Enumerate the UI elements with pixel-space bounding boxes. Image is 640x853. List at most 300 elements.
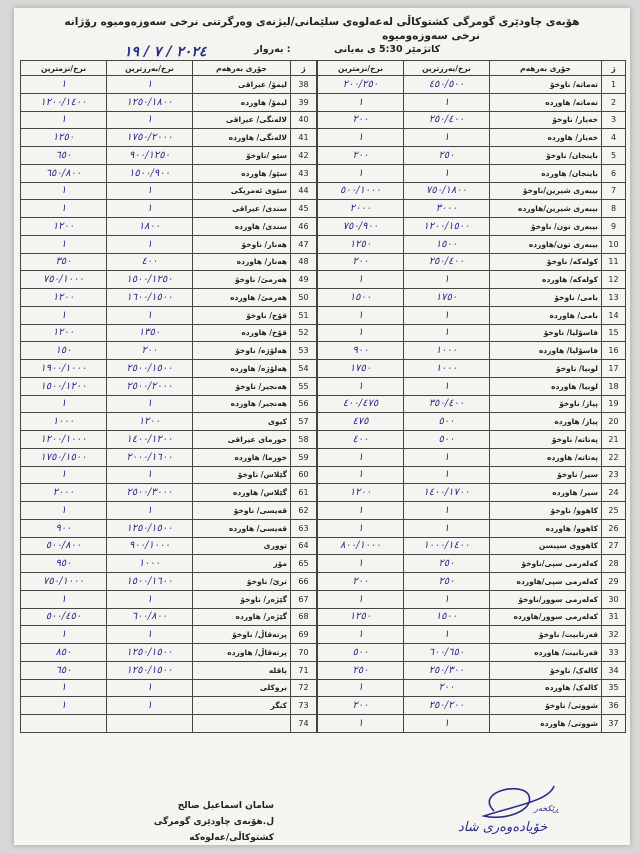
table-row xyxy=(318,555,626,573)
product-name-cell: هەنجیر/ هاوردە xyxy=(193,395,291,413)
high-price-cell: ١٦٠٠/١٥٠٠ xyxy=(107,289,193,307)
table-row xyxy=(21,679,317,697)
high-price-cell: ١٢٥٠/١٨٠٠ xyxy=(107,93,193,111)
sheet-meta xyxy=(14,42,630,58)
row-number-cell: 19 xyxy=(602,395,626,413)
high-price-cell: ٢٥٠٠/١٥٠٠ xyxy=(107,360,193,378)
table-row xyxy=(21,182,317,200)
low-price-cell: ٢٥٠ xyxy=(318,661,404,679)
row-number-cell: 43 xyxy=(291,164,317,182)
low-price-cell: ٧٥٠/١٠٠٠ xyxy=(21,573,107,591)
low-price-cell: ١ xyxy=(318,129,404,147)
high-price-cell: ٦٠٠/٨٠٠ xyxy=(107,608,193,626)
table-row xyxy=(21,555,317,573)
product-name-cell: پاقلە xyxy=(193,661,291,679)
table-row xyxy=(318,324,626,342)
table-row xyxy=(21,448,317,466)
product-name-cell: قەرنابیت/ ناوخۆ xyxy=(490,626,602,644)
low-price-cell: ١ xyxy=(21,76,107,94)
low-price-cell: ١ xyxy=(318,271,404,289)
product-name-cell: لوبیا/ هاوردە xyxy=(490,377,602,395)
row-number-cell: 65 xyxy=(291,555,317,573)
row-number-cell: 39 xyxy=(291,93,317,111)
row-number-cell: 50 xyxy=(291,289,317,307)
row-number-cell: 37 xyxy=(602,715,626,733)
product-name-cell: کەلەرمی سوور/هاوردە xyxy=(490,608,602,626)
product-name-cell: سێو /ناوخۆ xyxy=(193,147,291,165)
high-price-cell xyxy=(107,715,193,733)
low-price-cell: ٣٥٠ xyxy=(21,253,107,271)
row-number-cell: 33 xyxy=(602,644,626,662)
product-name-cell: مۆز xyxy=(193,555,291,573)
low-price-cell: ١ xyxy=(318,377,404,395)
table-row xyxy=(318,235,626,253)
product-name-cell: کولەکە/ هاوردە xyxy=(490,271,602,289)
table-row xyxy=(318,519,626,537)
low-price-cell: ١٢٥٠ xyxy=(318,235,404,253)
low-price-cell: ١ xyxy=(21,590,107,608)
table-row xyxy=(21,93,317,111)
high-price-cell: ١ xyxy=(107,200,193,218)
product-name-cell: کاهوو/ ناوخۆ xyxy=(490,502,602,520)
low-price-cell: ١ xyxy=(318,715,404,733)
row-number-cell: 30 xyxy=(602,590,626,608)
row-number-cell: 67 xyxy=(291,590,317,608)
high-price-cell: ١ xyxy=(404,626,490,644)
high-price-cell: ١٥٠٠ xyxy=(404,235,490,253)
high-price-cell: ١ xyxy=(404,93,490,111)
sheet-title: هۆبەی چاودێری گومرگی کشتوکاڵی لەعەلوەی سلێمانی/لیژنەی وەرگرتنی نرخی سەوزەومیوە رۆژانە xyxy=(64,16,580,28)
table-row xyxy=(21,431,317,449)
product-name-cell: کنگر xyxy=(193,697,291,715)
low-price-cell: ٤٠٠/٤٧٥ xyxy=(318,395,404,413)
low-price-cell: ٩٠٠ xyxy=(318,342,404,360)
low-price-cell: ١ xyxy=(318,502,404,520)
table-row xyxy=(21,271,317,289)
product-name-cell: لالەنگی/ هاوردە xyxy=(193,129,291,147)
row-number-cell: 36 xyxy=(602,697,626,715)
high-price-cell: ١٤٠٠/١٢٠٠ xyxy=(107,431,193,449)
row-number-cell: 27 xyxy=(602,537,626,555)
low-price-cell: ٢٠٠ xyxy=(318,573,404,591)
row-number-cell: 46 xyxy=(291,218,317,236)
high-price-cell: ١ xyxy=(107,626,193,644)
product-name-cell: فاسۆلیا/ ناوخۆ xyxy=(490,324,602,342)
product-name-cell: گێلاس/ ناوخۆ xyxy=(193,466,291,484)
table-row xyxy=(21,360,317,378)
table-row xyxy=(318,484,626,502)
low-price-cell: ١ xyxy=(21,626,107,644)
table-row xyxy=(318,590,626,608)
low-price-cell: ٥٠٠/٨٠٠ xyxy=(21,537,107,555)
high-price-cell: ١ xyxy=(404,590,490,608)
product-name-cell: تەماتە/ ناوخۆ xyxy=(490,76,602,94)
row-number-cell: 35 xyxy=(602,679,626,697)
low-price-cell: ١ xyxy=(318,164,404,182)
row-number-cell: 14 xyxy=(602,306,626,324)
row-number-cell: 64 xyxy=(291,537,317,555)
product-name-cell: قۆخ/ ناوخۆ xyxy=(193,306,291,324)
product-name-cell: قۆخ/ هاوردە xyxy=(193,324,291,342)
table-row xyxy=(21,129,317,147)
high-price-cell: ١ xyxy=(404,448,490,466)
high-price-cell: ١٥٠٠/٩٠٠ xyxy=(107,164,193,182)
table-row xyxy=(318,679,626,697)
table-row xyxy=(21,218,317,236)
row-number-cell: 44 xyxy=(291,182,317,200)
low-price-cell: ١٢٥٠ xyxy=(318,608,404,626)
product-name-cell: لالەنگی/ عیراقی xyxy=(193,111,291,129)
product-name-cell: هەلۆژە/ هاوردە xyxy=(193,360,291,378)
product-name-cell: قەیسی/ هاوردە xyxy=(193,519,291,537)
table-row xyxy=(21,111,317,129)
high-price-cell: ٤٥٠/٥٠٠ xyxy=(404,76,490,94)
table-row xyxy=(318,608,626,626)
product-name-cell: خورما/ هاوردە xyxy=(193,448,291,466)
product-name-cell: لیمۆ/ هاوردە xyxy=(193,93,291,111)
right-table-body xyxy=(318,76,626,733)
high-price-cell: ١٣٥٠ xyxy=(107,324,193,342)
product-name-cell: کەلەرمی سوور/ناوخۆ xyxy=(490,590,602,608)
product-name-cell: قەرنابیت/ هاوردە xyxy=(490,644,602,662)
row-number-cell: 47 xyxy=(291,235,317,253)
product-name-cell: خورمای عیراقی xyxy=(193,431,291,449)
product-name-cell: پرتەقاڵ/ هاوردە xyxy=(193,644,291,662)
product-name-cell: سندی/ هاوردە xyxy=(193,218,291,236)
high-price-cell: ١٥٠٠/١٦٠٠ xyxy=(107,573,193,591)
product-name-cell: خەیار/ هاوردە xyxy=(490,129,602,147)
low-price-cell: ١ xyxy=(21,111,107,129)
product-name-cell: گێژەر/ ناوخۆ xyxy=(193,590,291,608)
high-price-cell: ١ xyxy=(107,182,193,200)
row-number-cell: 42 xyxy=(291,147,317,165)
row-number-cell: 52 xyxy=(291,324,317,342)
low-price-cell: ١ xyxy=(318,519,404,537)
low-price-cell: ١٢٠٠ xyxy=(318,484,404,502)
table-row xyxy=(318,76,626,94)
product-name-cell: بیبەری شیرین/هاوردە xyxy=(490,200,602,218)
low-price-cell: ١٢٠٠/١٠٠٠ xyxy=(21,431,107,449)
high-price-cell: ١ xyxy=(404,271,490,289)
table-row xyxy=(318,715,626,733)
table-row xyxy=(318,253,626,271)
table-row xyxy=(318,164,626,182)
product-name-cell: خەیار/ ناوخۆ xyxy=(490,111,602,129)
high-price-cell: ١ xyxy=(107,697,193,715)
product-name-cell: هەنجیر/ ناوخۆ xyxy=(193,377,291,395)
table-row xyxy=(318,129,626,147)
row-number-cell: 60 xyxy=(291,466,317,484)
col-high-header: نرخ/بەرزترین xyxy=(404,61,490,76)
row-number-cell: 38 xyxy=(291,76,317,94)
table-row xyxy=(21,164,317,182)
row-number-cell: 25 xyxy=(602,502,626,520)
time-label: کاتژمێر 5:30 ی بەیانی xyxy=(334,44,441,55)
row-number-cell: 66 xyxy=(291,573,317,591)
table-row xyxy=(21,590,317,608)
product-name-cell: کولەکە/ ناوخۆ xyxy=(490,253,602,271)
row-number-cell: 69 xyxy=(291,626,317,644)
col-num-header: ژ xyxy=(602,61,626,76)
low-price-cell: ١٥٠٠ xyxy=(318,289,404,307)
high-price-cell: ١٧٥٠/٢٠٠٠ xyxy=(107,129,193,147)
row-number-cell: 9 xyxy=(602,218,626,236)
row-number-cell: 55 xyxy=(291,377,317,395)
product-name-cell: بامی/ ناوخۆ xyxy=(490,289,602,307)
product-name-cell: بیبەری تون/هاوردە xyxy=(490,235,602,253)
row-number-cell: 41 xyxy=(291,129,317,147)
row-number-cell: 10 xyxy=(602,235,626,253)
high-price-cell: ٢٥٠٠/٢٠٠٠ xyxy=(107,377,193,395)
price-table-left xyxy=(20,60,317,733)
product-name-cell: سێوی ئەمریکی xyxy=(193,182,291,200)
high-price-cell: ٣٠٠٠ xyxy=(404,200,490,218)
price-table-right xyxy=(317,60,626,733)
high-price-cell: ١ xyxy=(107,235,193,253)
low-price-cell: ١٧٥٠/١٥٠٠ xyxy=(21,448,107,466)
table-row xyxy=(21,573,317,591)
high-price-cell: ١ xyxy=(404,715,490,733)
table-row xyxy=(21,697,317,715)
table-row xyxy=(21,519,317,537)
table-row xyxy=(21,715,317,733)
row-number-cell: 62 xyxy=(291,502,317,520)
row-number-cell: 2 xyxy=(602,93,626,111)
product-name-cell: هەنار/ هاوردە xyxy=(193,253,291,271)
low-price-cell: ٢٠٠/٢٥٠ xyxy=(318,76,404,94)
row-number-cell: 23 xyxy=(602,466,626,484)
table-row xyxy=(318,413,626,431)
low-price-cell: ١ xyxy=(21,235,107,253)
product-name-cell: شووتی/ هاوردە xyxy=(490,715,602,733)
product-name-cell: پیاز/ هاوردە xyxy=(490,413,602,431)
row-number-cell: 56 xyxy=(291,395,317,413)
table-row xyxy=(318,306,626,324)
high-price-cell: ١ xyxy=(404,306,490,324)
low-price-cell: ١ xyxy=(318,679,404,697)
row-number-cell: 24 xyxy=(602,484,626,502)
high-price-cell: ٢٥٠ xyxy=(404,147,490,165)
table-row xyxy=(21,466,317,484)
low-price-cell: ٢٠٠ xyxy=(318,697,404,715)
low-price-cell: ١٢٠٠ xyxy=(21,218,107,236)
high-price-cell: ٣٥٠/٤٠٠ xyxy=(404,395,490,413)
row-number-cell: 32 xyxy=(602,626,626,644)
high-price-cell: ١ xyxy=(107,76,193,94)
high-price-cell: ١٧٥٠ xyxy=(404,289,490,307)
table-row xyxy=(318,271,626,289)
table-row xyxy=(318,200,626,218)
date-value: ٢٠٢٤ / ٧ / ١٩ xyxy=(124,44,207,60)
table-row xyxy=(318,431,626,449)
row-number-cell: 48 xyxy=(291,253,317,271)
table-row xyxy=(21,147,317,165)
table-row xyxy=(21,661,317,679)
left-table-body xyxy=(21,76,317,733)
product-name-cell: شووتی/ ناوخۆ xyxy=(490,697,602,715)
row-number-cell: 17 xyxy=(602,360,626,378)
row-number-cell: 29 xyxy=(602,573,626,591)
high-price-cell: ١ xyxy=(107,466,193,484)
low-price-cell: ٢٠٠ xyxy=(318,147,404,165)
low-price-cell: ١ xyxy=(318,306,404,324)
high-price-cell: ١٢٥٠/١٥٠٠ xyxy=(107,519,193,537)
row-number-cell: 49 xyxy=(291,271,317,289)
high-price-cell: ٢٠٠ xyxy=(107,342,193,360)
product-name-cell: کاهوو/ هاوردە xyxy=(490,519,602,537)
row-number-cell: 4 xyxy=(602,129,626,147)
table-row xyxy=(318,448,626,466)
product-name-cell xyxy=(193,715,291,733)
table-row xyxy=(21,306,317,324)
product-name-cell: کیوی xyxy=(193,413,291,431)
high-price-cell: ١ xyxy=(107,590,193,608)
row-number-cell: 57 xyxy=(291,413,317,431)
high-price-cell: ٩٠٠/١٠٠٠ xyxy=(107,537,193,555)
product-name-cell: کەلەرمی سپی/ناوخۆ xyxy=(490,555,602,573)
table-row xyxy=(21,377,317,395)
high-price-cell: ١٢٥٠/١٥٠٠ xyxy=(107,644,193,662)
product-name-cell: باینجان/ هاوردە xyxy=(490,164,602,182)
low-price-cell: ٦٥٠ xyxy=(21,147,107,165)
product-name-cell: لیمۆ/ عیراقی xyxy=(193,76,291,94)
product-name-cell: سیر/ هاوردە xyxy=(490,484,602,502)
table-row xyxy=(21,537,317,555)
table-row xyxy=(21,484,317,502)
high-price-cell: ٢٥٠/٣٠٠ xyxy=(404,661,490,679)
table-row xyxy=(318,466,626,484)
table-row xyxy=(318,661,626,679)
table-row xyxy=(318,644,626,662)
high-price-cell: ٥٠٠ xyxy=(404,413,490,431)
table-row xyxy=(21,644,317,662)
low-price-cell xyxy=(21,715,107,733)
low-price-cell: ١ xyxy=(21,679,107,697)
high-price-cell: ٢٠٠٠/١٦٠٠ xyxy=(107,448,193,466)
product-name-cell: کالەک/ ناوخۆ xyxy=(490,661,602,679)
high-price-cell: ١٨٠٠ xyxy=(107,218,193,236)
product-name-cell: بیبەری شیرین/ناوخۆ xyxy=(490,182,602,200)
high-price-cell: ٩٠٠/١٢٥٠ xyxy=(107,147,193,165)
product-name-cell: سندی/ عیراقی xyxy=(193,200,291,218)
low-price-cell: ٩٥٠ xyxy=(21,555,107,573)
low-price-cell: ١ xyxy=(21,502,107,520)
product-name-cell: بامی/ هاوردە xyxy=(490,306,602,324)
low-price-cell: ٢٠٠٠ xyxy=(21,484,107,502)
high-price-cell: ٥٠٠ xyxy=(404,431,490,449)
table-row xyxy=(21,253,317,271)
product-name-cell: سێو/ هاوردە xyxy=(193,164,291,182)
price-sheet xyxy=(14,8,630,845)
product-name-cell: پەتاتە/ هاوردە xyxy=(490,448,602,466)
table-row xyxy=(21,342,317,360)
high-price-cell: ١٠٠٠ xyxy=(404,360,490,378)
row-number-cell: 18 xyxy=(602,377,626,395)
low-price-cell: ٢٠٠ xyxy=(318,111,404,129)
high-price-cell: ٤٠٠ xyxy=(107,253,193,271)
table-row xyxy=(21,235,317,253)
table-row xyxy=(318,626,626,644)
high-price-cell: ١ xyxy=(107,395,193,413)
low-price-cell: ١ xyxy=(318,324,404,342)
row-number-cell: 6 xyxy=(602,164,626,182)
low-price-cell: ١٩٠٠/١٠٠٠ xyxy=(21,360,107,378)
row-number-cell: 11 xyxy=(602,253,626,271)
product-name-cell: هەرمێ/ هاوردە xyxy=(193,289,291,307)
product-name-cell: باینجان/ ناوخۆ xyxy=(490,147,602,165)
high-price-cell: ١٥٠٠/١٢٥٠ xyxy=(107,271,193,289)
high-price-cell: ١ xyxy=(107,679,193,697)
table-row xyxy=(318,289,626,307)
table-row xyxy=(318,697,626,715)
low-price-cell: ١٢٠٠ xyxy=(21,289,107,307)
row-number-cell: 45 xyxy=(291,200,317,218)
high-price-cell: ١٠٠٠/١٤٠٠ xyxy=(404,537,490,555)
low-price-cell: ٦٥٠/٨٠٠ xyxy=(21,164,107,182)
product-name-cell: بیبەری تون/ ناوخۆ xyxy=(490,218,602,236)
table-row xyxy=(318,360,626,378)
low-price-cell: ١ xyxy=(21,200,107,218)
high-price-cell: ٢٥٠/٤٠٠ xyxy=(404,253,490,271)
low-price-cell: ١ xyxy=(318,448,404,466)
row-number-cell: 22 xyxy=(602,448,626,466)
table-row xyxy=(21,289,317,307)
product-name-cell: هەرمێ/ ناوخۆ xyxy=(193,271,291,289)
low-price-cell: ١ xyxy=(318,626,404,644)
col-num-header: ژ xyxy=(291,61,317,76)
row-number-cell: 72 xyxy=(291,679,317,697)
high-price-cell: ١ xyxy=(107,306,193,324)
row-number-cell: 5 xyxy=(602,147,626,165)
table-row xyxy=(318,218,626,236)
low-price-cell: ٧٥٠/٩٠٠ xyxy=(318,218,404,236)
low-price-cell: ١٥٠ xyxy=(21,342,107,360)
high-price-cell: ١ xyxy=(404,377,490,395)
row-number-cell: 21 xyxy=(602,431,626,449)
row-number-cell: 54 xyxy=(291,360,317,378)
row-number-cell: 71 xyxy=(291,661,317,679)
row-number-cell: 34 xyxy=(602,661,626,679)
sheet-subtitle: نرخی سەوزەومیوە xyxy=(382,30,480,42)
table-row xyxy=(318,395,626,413)
high-price-cell: ٢٥٠/٤٠٠ xyxy=(404,111,490,129)
low-price-cell: ١ xyxy=(318,590,404,608)
row-number-cell: 26 xyxy=(602,519,626,537)
low-price-cell: ١ xyxy=(21,395,107,413)
row-number-cell: 3 xyxy=(602,111,626,129)
product-name-cell: پرتەقاڵ/ ناوخۆ xyxy=(193,626,291,644)
product-name-cell: کالەک/ هاوردە xyxy=(490,679,602,697)
low-price-cell: ٩٠٠ xyxy=(21,519,107,537)
low-price-cell: ٢٠٠٠ xyxy=(318,200,404,218)
low-price-cell: ١٢٠٠/١٤٠٠ xyxy=(21,93,107,111)
table-row xyxy=(318,111,626,129)
low-price-cell: ١٠٠٠ xyxy=(21,413,107,431)
high-price-cell: ١٥٠٠ xyxy=(404,608,490,626)
row-number-cell: 58 xyxy=(291,431,317,449)
low-price-cell: ١٢٥٠ xyxy=(21,129,107,147)
low-price-cell: ٧٥٠/١٠٠٠ xyxy=(21,271,107,289)
product-name-cell: سیر/ ناوخۆ xyxy=(490,466,602,484)
low-price-cell: ١٥٠٠/١٢٠٠ xyxy=(21,377,107,395)
product-name-cell: فاسۆلیا/ هاوردە xyxy=(490,342,602,360)
high-price-cell: ٢٥٠ xyxy=(404,555,490,573)
table-row xyxy=(318,377,626,395)
high-price-cell: ٧٥٠/١٨٠٠ xyxy=(404,182,490,200)
low-price-cell: ٥٠٠/١٠٠٠ xyxy=(318,182,404,200)
row-number-cell: 7 xyxy=(602,182,626,200)
product-name-cell: لوبیا/ ناوخۆ xyxy=(490,360,602,378)
